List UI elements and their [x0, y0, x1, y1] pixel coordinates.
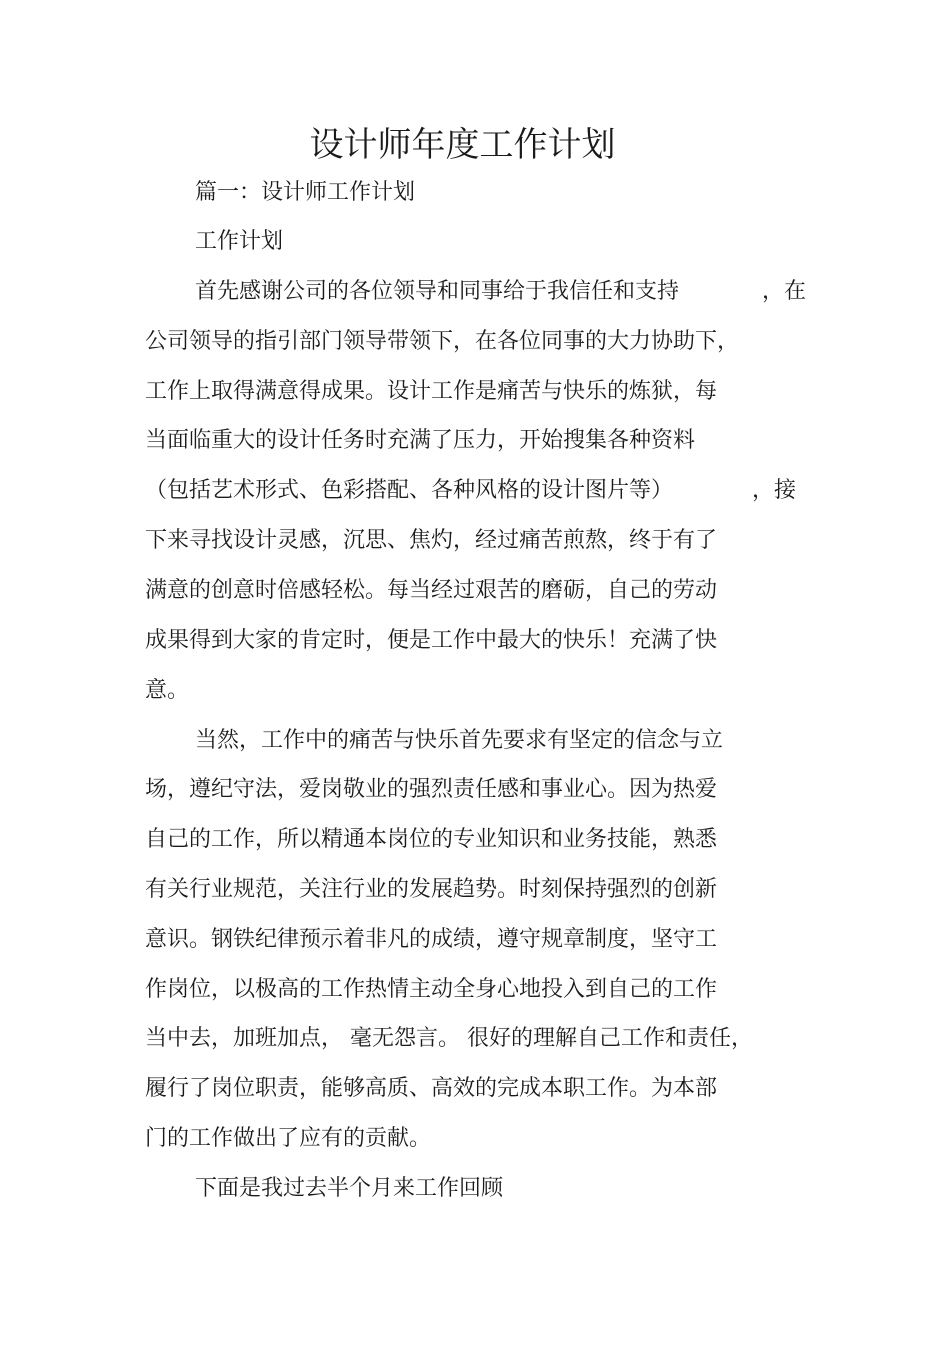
paragraph-line: 自己的工作，所以精通本岗位的专业知识和业务技能，熟悉	[145, 827, 718, 852]
subsection-heading: 工作计划	[195, 229, 284, 254]
paragraph-line: 意。	[145, 678, 190, 703]
section-heading: 篇一：设计师工作计划	[195, 180, 416, 205]
paragraph-line: 场，遵纪守法，爱岗敬业的强烈责任感和事业心。因为热爱	[145, 777, 718, 802]
paragraph-line-tail: ，接	[752, 478, 797, 503]
paragraph-line: 下来寻找设计灵感，沉思、焦灼，经过痛苦煎熬，终于有了	[145, 528, 718, 553]
paragraph-line: 履行了岗位职责，能够高质、高效的完成本职工作。为本部	[145, 1076, 718, 1101]
paragraph-line: （包括艺术形式、色彩搭配、各种风格的设计图片等）	[145, 478, 674, 503]
paragraph-line: 成果得到大家的肯定时，便是工作中最大的快乐！充满了快	[145, 628, 718, 653]
paragraph-line: 满意的创意时倍感轻松。每当经过艰苦的磨砺，自己的劳动	[145, 578, 718, 603]
paragraph-line: 公司领导的指引部门领导带领下，在各位同事的大力协助下，	[145, 329, 740, 354]
paragraph-line: 门的工作做出了应有的贡献。	[145, 1126, 432, 1151]
paragraph-line: 作岗位，以极高的工作热情主动全身心地投入到自己的工作	[145, 977, 718, 1002]
paragraph-line: 当面临重大的设计任务时充满了压力，开始搜集各种资料	[145, 428, 696, 453]
paragraph-line: 意识。钢铁纪律预示着非凡的成绩，遵守规章制度，坚守工	[145, 927, 718, 952]
paragraph-line: 有关行业规范，关注行业的发展趋势。时刻保持强烈的创新	[145, 877, 718, 902]
document-title: 设计师年度工作计划	[309, 125, 616, 165]
paragraph-line: 当然，工作中的痛苦与快乐首先要求有坚定的信念与立	[195, 728, 724, 753]
paragraph-line: 下面是我过去半个月来工作回顾	[195, 1176, 504, 1201]
paragraph-line: 工作上取得满意得成果。设计工作是痛苦与快乐的炼狱，每	[145, 379, 718, 404]
paragraph-line-tail: ，在	[762, 279, 807, 304]
paragraph-line: 首先感谢公司的各位领导和同事给于我信任和支持	[195, 279, 680, 304]
paragraph-line: 当中去，加班加点， 毫无怨言。 很好的理解自己工作和责任，	[145, 1026, 753, 1051]
